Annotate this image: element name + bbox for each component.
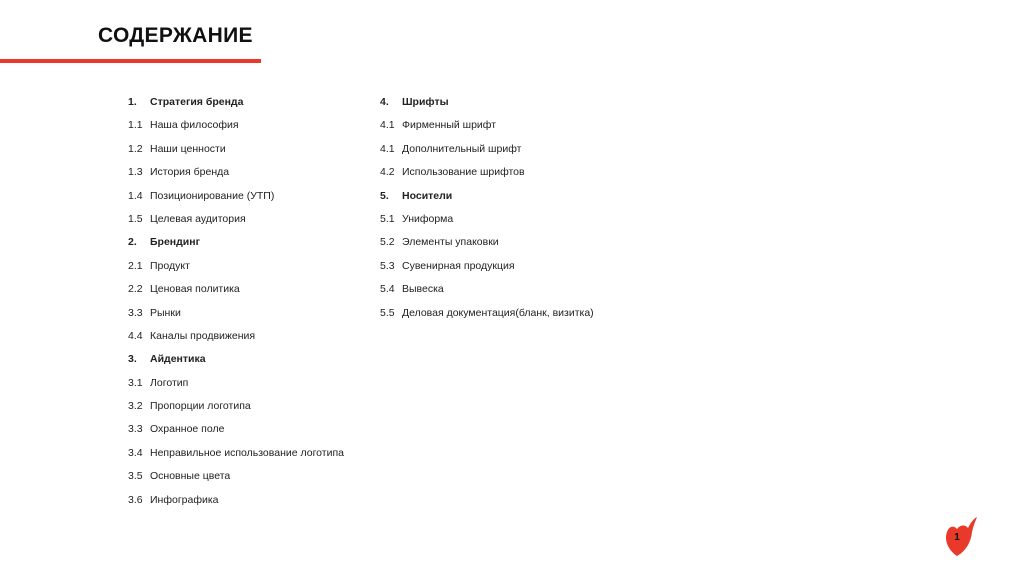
toc-item-number: 1. xyxy=(128,96,137,108)
toc-item-number: 2.2 xyxy=(128,283,143,296)
toc-item-label: Основные цвета xyxy=(150,470,231,483)
toc-item-number: 4. xyxy=(380,96,389,108)
toc-item-number: 3.5 xyxy=(128,470,143,483)
title-underline xyxy=(0,59,261,63)
toc-item xyxy=(380,281,594,304)
toc-item-label: Наша философия xyxy=(150,119,239,132)
toc-item-label: Использование шрифтов xyxy=(402,166,525,179)
page-number: 1 xyxy=(954,532,960,543)
toc-item-label: Деловая документация(бланк, визитка) xyxy=(402,306,594,319)
toc-item-label: Каналы продвижения xyxy=(150,329,256,342)
toc-item-number: 4.2 xyxy=(380,166,395,179)
toc-item xyxy=(380,211,594,234)
toc-left-column xyxy=(128,94,344,515)
toc-item xyxy=(128,258,344,281)
toc-section-heading xyxy=(128,234,344,257)
toc-section-heading xyxy=(380,94,594,117)
toc-item-number: 1.1 xyxy=(128,119,143,132)
toc-item-label: Элементы упаковки xyxy=(402,236,499,249)
page-title: СОДЕРЖАНИЕ xyxy=(98,24,253,47)
toc-section-heading xyxy=(128,351,344,374)
toc-item-number: 4.1 xyxy=(380,119,395,132)
toc-item-number: 3. xyxy=(128,353,137,366)
toc-item xyxy=(128,211,344,234)
toc-item-label: Фирменный шрифт xyxy=(402,119,497,132)
toc-item xyxy=(128,305,344,328)
toc-item-number: 5. xyxy=(380,189,389,202)
toc-item-label: История бренда xyxy=(150,166,230,179)
toc-item-label: Неправильное использование логотипа xyxy=(150,446,344,459)
toc-item-number: 1.5 xyxy=(128,212,143,225)
toc-item-number: 3.3 xyxy=(128,423,143,436)
toc-item-number: 1.3 xyxy=(128,166,143,179)
toc-item-number: 2. xyxy=(128,236,137,249)
toc-right-column xyxy=(380,94,594,328)
toc-item-number: 5.2 xyxy=(380,236,395,249)
toc-item-label: Продукт xyxy=(150,259,190,272)
toc-item xyxy=(380,258,594,281)
toc-item-number: 5.5 xyxy=(380,306,395,319)
toc-item-label: Рынки xyxy=(150,306,181,319)
toc-item-label: Логотип xyxy=(150,376,189,389)
toc-item xyxy=(380,234,594,257)
toc-item-label: Ценовая политика xyxy=(150,283,240,296)
toc-item-label: Айдентика xyxy=(150,353,206,366)
toc-item-label: Шрифты xyxy=(402,96,449,108)
toc-item xyxy=(380,305,594,328)
toc-item xyxy=(128,141,344,164)
toc-item-number: 2.1 xyxy=(128,259,143,272)
toc-item-label: Наши ценности xyxy=(150,142,226,155)
toc-item-label: Инфографика xyxy=(150,493,219,506)
toc-item-number: 5.4 xyxy=(380,283,395,296)
toc-item xyxy=(128,117,344,140)
toc-item-label: Вывеска xyxy=(402,283,444,296)
toc-item-label: Дополнительный шрифт xyxy=(402,142,522,155)
toc-item xyxy=(128,328,344,351)
toc-item-number: 5.3 xyxy=(380,259,395,272)
toc-item xyxy=(128,164,344,187)
toc-item-number: 1.4 xyxy=(128,189,143,202)
toc-item-number: 3.1 xyxy=(128,376,143,389)
toc-item-number: 3.2 xyxy=(128,400,143,413)
toc-item xyxy=(380,141,594,164)
toc-item-label: Носители xyxy=(402,189,453,202)
toc-item-number: 1.2 xyxy=(128,142,143,155)
toc-item-label: Целевая аудитория xyxy=(150,212,246,225)
toc-item xyxy=(380,164,594,187)
toc-section-heading xyxy=(128,94,344,117)
toc-section-heading xyxy=(380,188,594,211)
toc-item xyxy=(128,398,344,421)
toc-item-number: 3.3 xyxy=(128,306,143,319)
toc-item xyxy=(128,375,344,398)
toc-item xyxy=(128,188,344,211)
toc-item xyxy=(128,281,344,304)
toc-item-number: 5.1 xyxy=(380,212,395,225)
toc-item xyxy=(128,492,344,515)
toc-item xyxy=(128,445,344,468)
toc-item-number: 4.1 xyxy=(380,142,395,155)
toc-item xyxy=(380,117,594,140)
toc-item-number: 3.6 xyxy=(128,493,143,506)
toc-item-label: Униформа xyxy=(402,212,454,225)
toc-item-label: Пропорции логотипа xyxy=(150,400,251,413)
toc-item-label: Стратегия бренда xyxy=(150,96,244,108)
toc-item-label: Брендинг xyxy=(150,236,200,249)
toc-item-label: Позиционирование (УТП) xyxy=(150,189,275,202)
toc-item-label: Сувенирная продукция xyxy=(402,259,515,272)
toc-item xyxy=(128,421,344,444)
toc-item-number: 3.4 xyxy=(128,446,143,459)
toc-item xyxy=(128,468,344,491)
toc-item-number: 4.4 xyxy=(128,329,143,342)
toc-item-label: Охранное поле xyxy=(150,423,225,436)
